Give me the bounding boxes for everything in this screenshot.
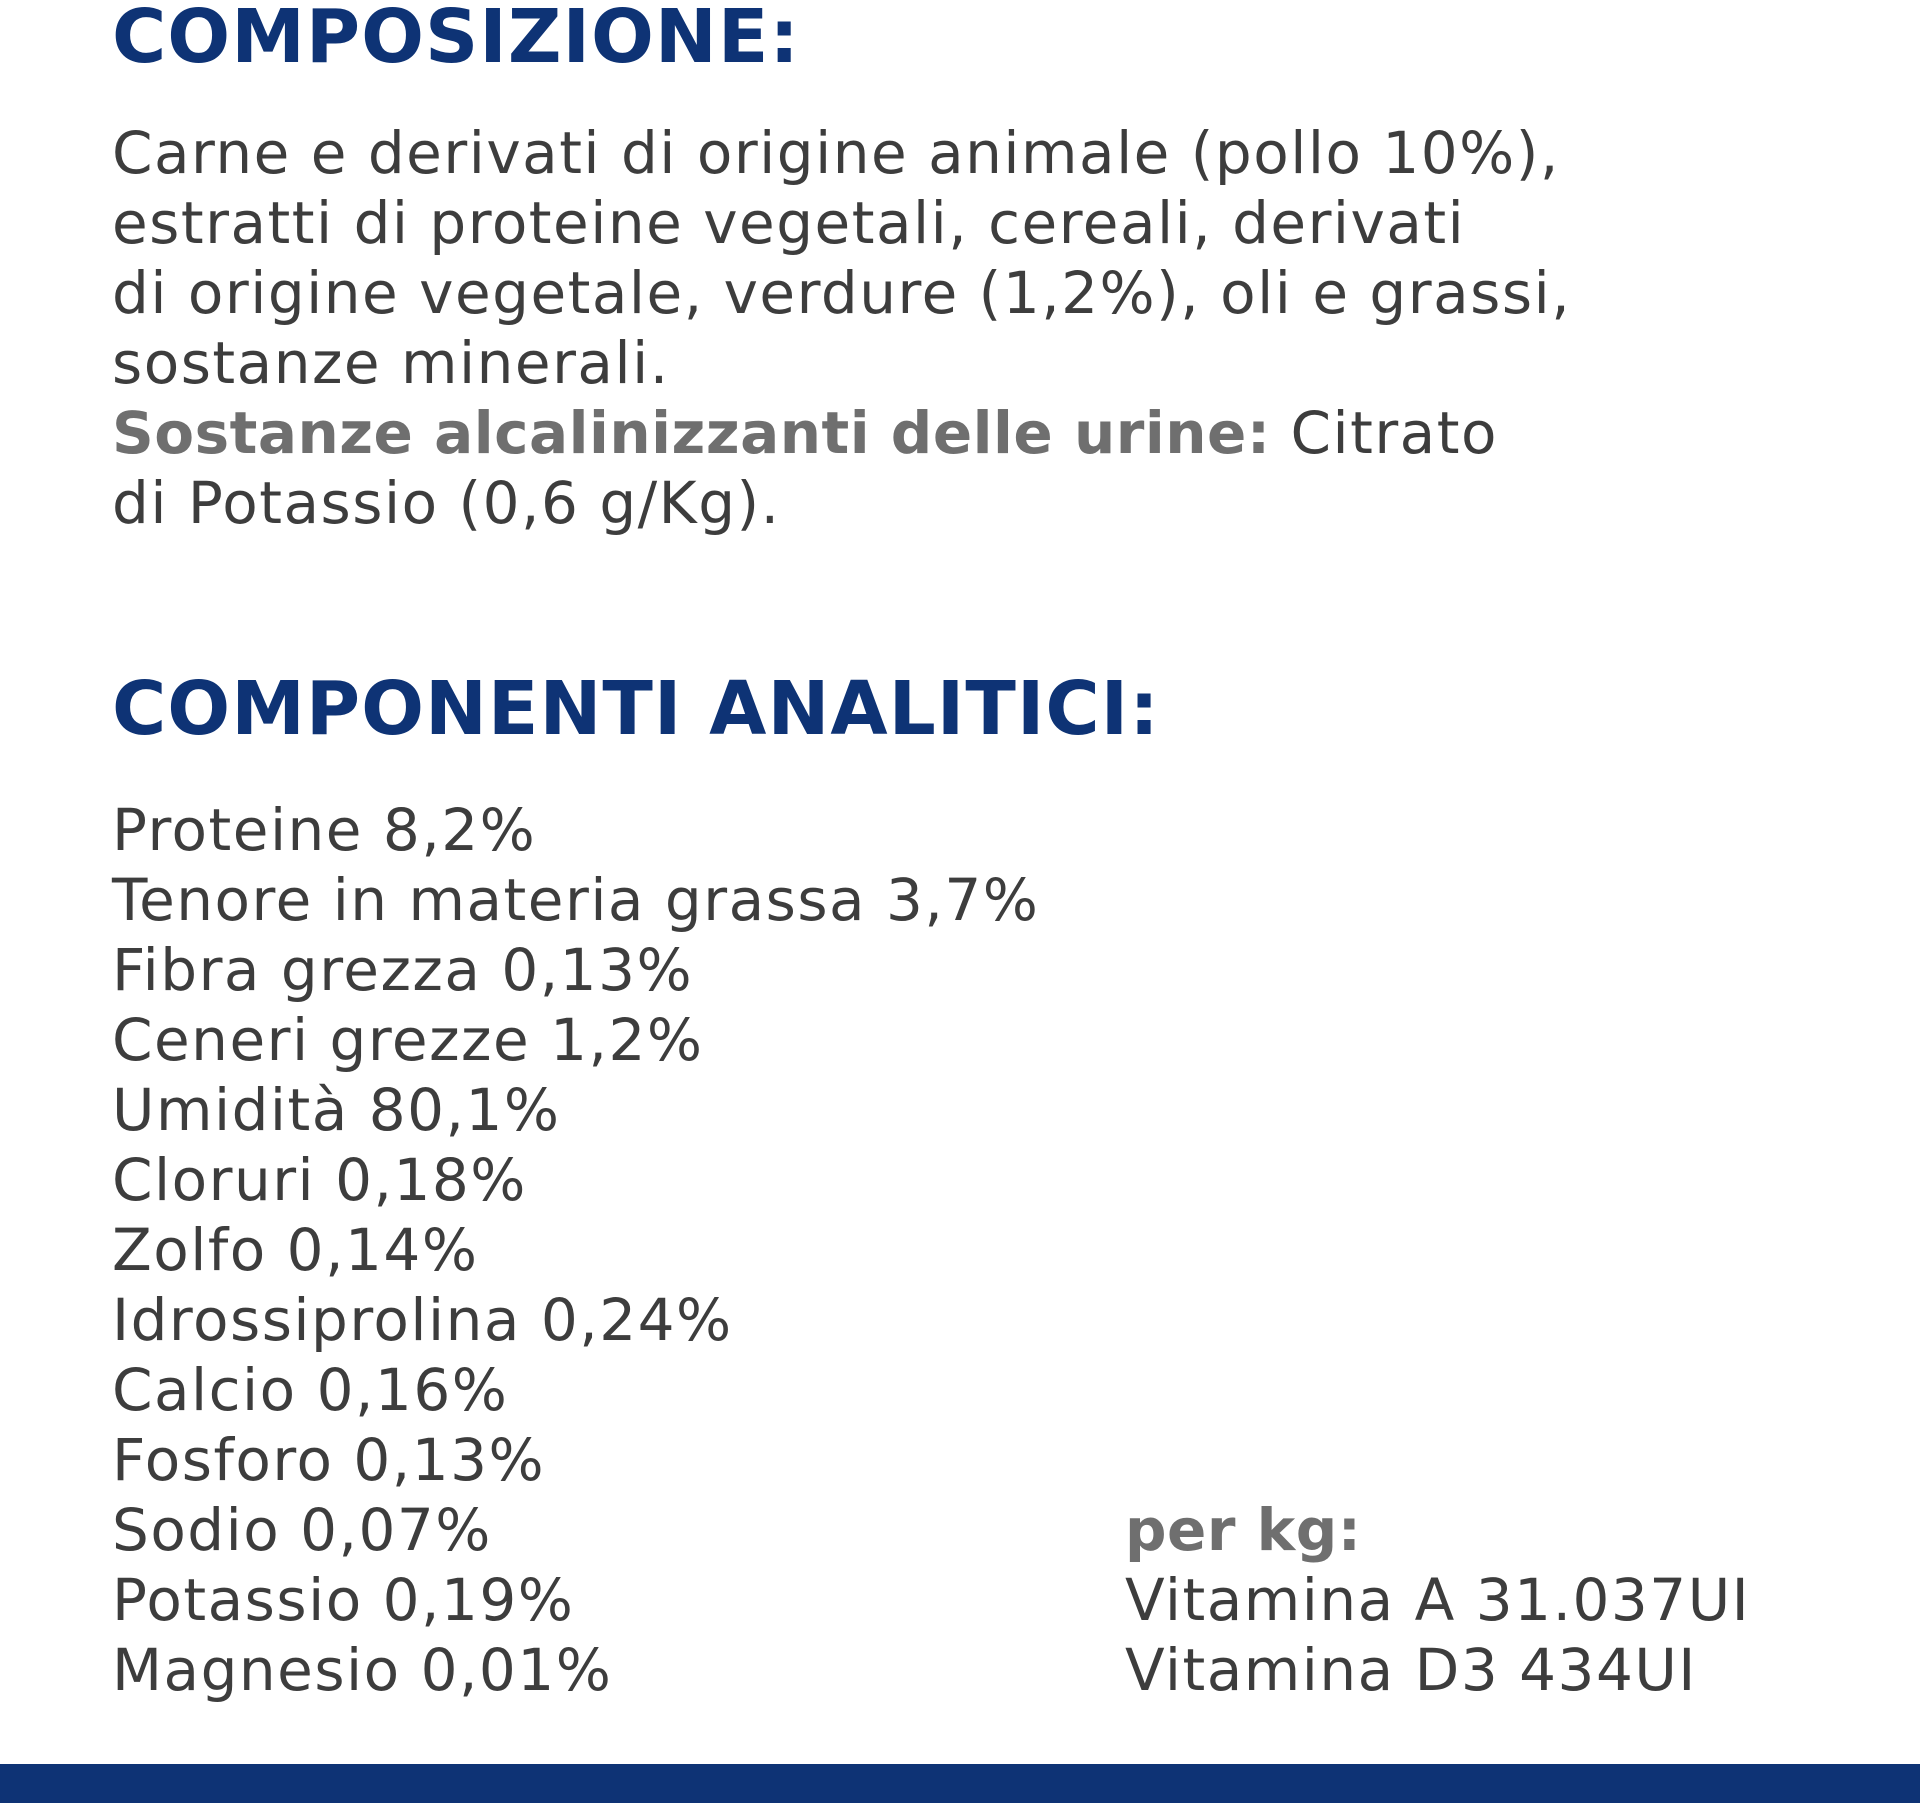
additive-text-continued: di Potassio (0,6 g/Kg). — [112, 469, 781, 537]
analytics-item: Magnesio 0,01% — [112, 1636, 613, 1704]
composition-line: Carne e derivati di origine animale (pollo 10%), — [112, 119, 1560, 187]
composition-line: sostanze minerali. — [112, 329, 670, 397]
analytics-item: Cloruri 0,18% — [112, 1146, 527, 1214]
vitamin-item: Vitamina A 31.037UI — [1125, 1566, 1751, 1634]
composition-text — [112, 118, 1571, 538]
composition-line: di origine vegetale, verdure (1,2%), oli e grassi, — [112, 259, 1572, 327]
analytics-item: Fosforo 0,13% — [112, 1426, 546, 1494]
analytics-item: Calcio 0,16% — [112, 1356, 509, 1424]
analytics-item: Idrossiprolina 0,24% — [112, 1286, 733, 1354]
additive-line — [112, 398, 1571, 468]
analytics-item: Potassio 0,19% — [112, 1566, 575, 1634]
analytics-list — [112, 795, 1039, 1705]
bottom-brand-bar — [0, 1764, 1920, 1803]
composition-line: estratti di proteine vegetali, cereali, derivati — [112, 189, 1466, 257]
analytics-item: Sodio 0,07% — [112, 1496, 492, 1564]
analytics-item: Proteine 8,2% — [112, 796, 537, 864]
analytics-item: Umidità 80,1% — [112, 1076, 561, 1144]
analytics-item: Zolfo 0,14% — [112, 1216, 479, 1284]
additive-label: Sostanze alcalinizzanti delle urine: — [112, 399, 1271, 467]
analytics-item: Ceneri grezze 1,2% — [112, 1006, 704, 1074]
analytics-item: Fibra grezza 0,13% — [112, 936, 694, 1004]
vitamin-item: Vitamina D3 434UI — [1125, 1636, 1697, 1704]
per-kg-block — [1125, 1495, 1750, 1705]
additive-text: Citrato — [1270, 399, 1498, 467]
analytics-heading: COMPONENTI ANALITICI: — [112, 666, 1160, 752]
analytics-item: Tenore in materia grassa 3,7% — [112, 866, 1040, 934]
per-kg-label: per kg: — [1125, 1496, 1362, 1564]
composition-heading: COMPOSIZIONE: — [112, 0, 800, 80]
